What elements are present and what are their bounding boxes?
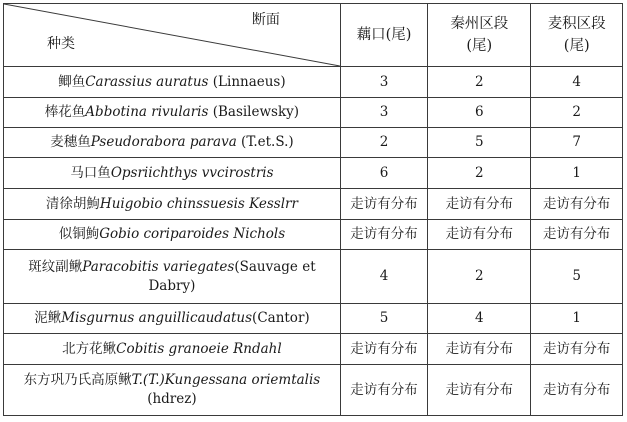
species-name-cell: 斑纹副鳅Paracobitis variegates(Sauvage et Dabry) [4, 250, 341, 304]
count-qinzhou: 走访有分布 [428, 220, 531, 250]
table-row [4, 98, 623, 128]
fish-species-table [3, 3, 623, 416]
count-maiji: 7 [531, 128, 623, 158]
count-qinzhou: 2 [428, 67, 531, 98]
table-row [4, 189, 623, 220]
count-maiji: 5 [531, 250, 623, 304]
species-name-cell: 似铜鮈Gobio coriparoides Nichols [4, 220, 341, 250]
table-row [4, 128, 623, 158]
count-oukou: 走访有分布 [340, 334, 427, 365]
col-header-qinzhou: 秦州区段 (尾) [428, 4, 531, 67]
table-row [4, 67, 623, 98]
count-oukou: 6 [340, 158, 427, 189]
table-row [4, 365, 623, 416]
count-oukou: 走访有分布 [340, 365, 427, 416]
count-qinzhou: 6 [428, 98, 531, 128]
col-header-maiji: 麦积区段 (尾) [531, 4, 623, 67]
count-oukou: 5 [340, 304, 427, 334]
count-maiji: 1 [531, 304, 623, 334]
count-qinzhou: 4 [428, 304, 531, 334]
species-name-cell: 鲫鱼Carassius auratus (Linnaeus) [4, 67, 341, 98]
count-maiji: 走访有分布 [531, 365, 623, 416]
count-qinzhou: 走访有分布 [428, 334, 531, 365]
count-oukou: 2 [340, 128, 427, 158]
species-name-cell: 马口鱼Opsriichthys vvcirostris [4, 158, 341, 189]
species-name-cell: 麦穗鱼Pseudorabora parava (T.et.S.) [4, 128, 341, 158]
species-table-wrapper [3, 3, 623, 416]
count-maiji: 走访有分布 [531, 189, 623, 220]
count-oukou: 4 [340, 250, 427, 304]
count-oukou: 走访有分布 [340, 189, 427, 220]
table-row [4, 158, 623, 189]
count-maiji: 走访有分布 [531, 220, 623, 250]
table-row [4, 304, 623, 334]
count-oukou: 3 [340, 98, 427, 128]
table-row [4, 220, 623, 250]
count-maiji: 4 [531, 67, 623, 98]
count-maiji: 1 [531, 158, 623, 189]
species-name-cell: 清徐胡鮈Huigobio chinssuesis Kesslrr [4, 189, 341, 220]
species-name-cell: 北方花鳅Cobitis granoeie Rndahl [4, 334, 341, 365]
header-row [4, 4, 623, 67]
corner-species-label: 种类 [47, 36, 75, 52]
count-qinzhou: 2 [428, 250, 531, 304]
species-name-cell: 东方巩乃氏高原鳅T.(T.)Kungessana oriemtalis (hdrez) [4, 365, 341, 416]
table-row [4, 334, 623, 365]
count-qinzhou: 2 [428, 158, 531, 189]
species-name-cell: 泥鳅Misgurnus anguillicaudatus(Cantor) [4, 304, 341, 334]
count-maiji: 走访有分布 [531, 334, 623, 365]
count-oukou: 3 [340, 67, 427, 98]
count-qinzhou: 走访有分布 [428, 365, 531, 416]
corner-header-cell [4, 4, 341, 67]
count-maiji: 2 [531, 98, 623, 128]
corner-section-label: 断面 [251, 12, 280, 28]
species-name-cell: 棒花鱼Abbotina rivularis (Basilewsky) [4, 98, 341, 128]
count-oukou: 走访有分布 [340, 220, 427, 250]
count-qinzhou: 5 [428, 128, 531, 158]
count-qinzhou: 走访有分布 [428, 189, 531, 220]
col-header-oukou: 藕口(尾) [340, 4, 427, 67]
table-row [4, 250, 623, 304]
